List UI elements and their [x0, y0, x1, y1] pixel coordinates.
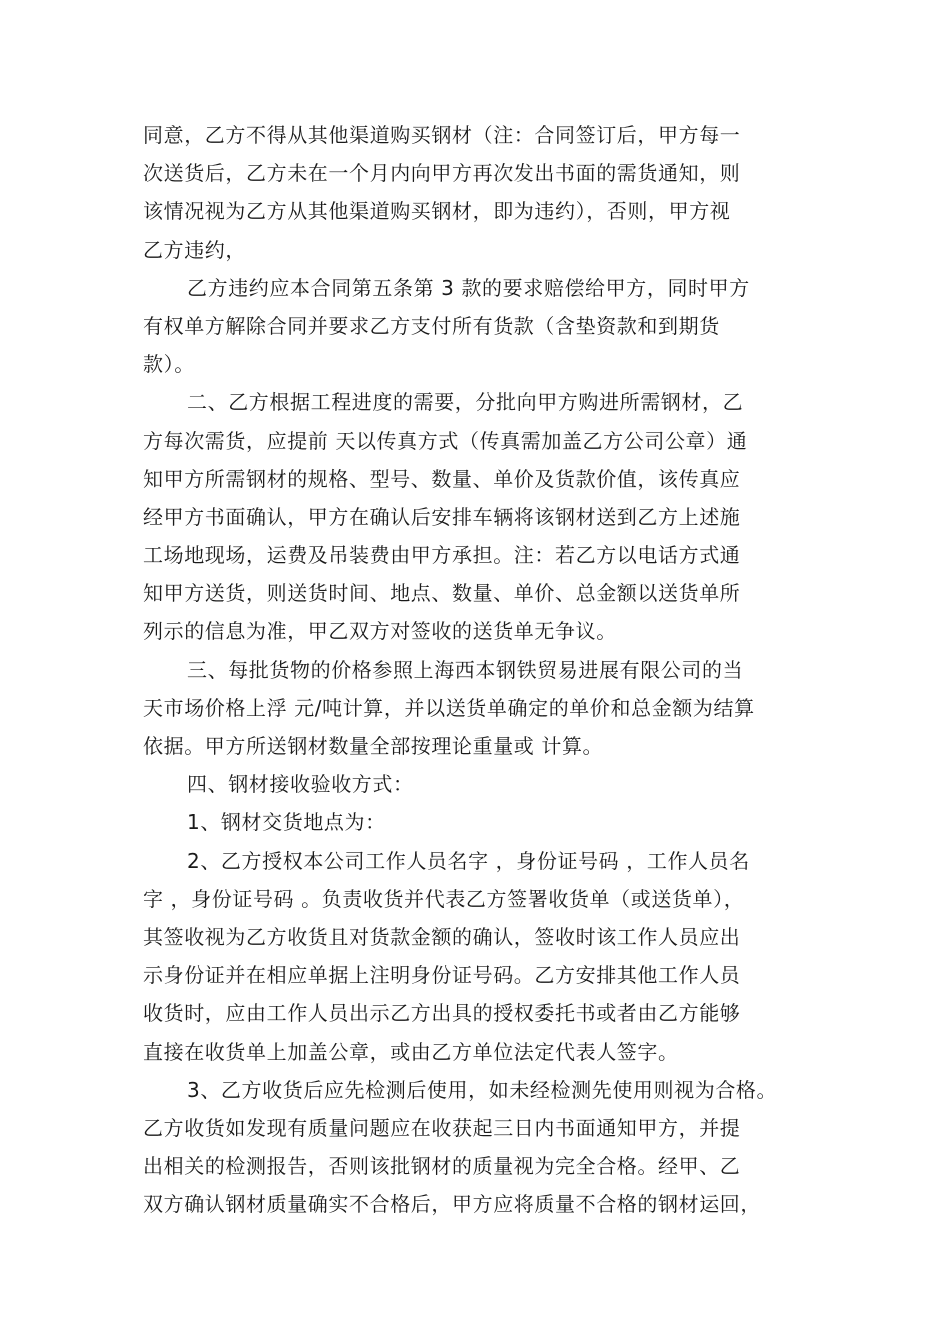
text-line: 二、乙方根据工程进度的需要，分批向甲方购进所需钢材，乙: [187, 390, 744, 415]
text-line: 四、钢材接收验收方式：: [187, 772, 414, 797]
text-line: 知甲方送货，则送货时间、地点、数量、单价、总金额以送货单所: [143, 581, 741, 606]
text-line: 方每次需货，应提前 天以传真方式（传真需加盖乙方公司公章）通: [143, 428, 748, 453]
text-line: 有权单方解除合同并要求乙方支付所有货款（含垫资款和到期货: [143, 313, 720, 338]
text-line: 1、钢材交货地点为：: [187, 810, 386, 835]
text-line: 直接在收货单上加盖公章，或由乙方单位法定代表人签字。: [143, 1039, 679, 1064]
text-line: 同意，乙方不得从其他渠道购买钢材（注：合同签订后，甲方每一: [143, 123, 741, 147]
text-line: 乙方违约，: [143, 237, 246, 262]
text-line: 经甲方书面确认，甲方在确认后安排车辆将该钢材送到乙方上述施: [143, 504, 741, 529]
text-line: 知甲方所需钢材的规格、型号、数量、单价及货款价值，该传真应: [143, 466, 741, 491]
text-line: 其签收视为乙方收货且对货款金额的确认，签收时该工作人员应出: [143, 924, 741, 949]
document-body: [143, 116, 815, 1223]
text-line: 乙方收货如发现有质量问题应在收获起三日内书面通知甲方，并提: [143, 1115, 741, 1140]
text-line: 三、每批货物的价格参照上海西本钢铁贸易进展有限公司的当: [187, 657, 744, 682]
text-line: 该情况视为乙方从其他渠道购买钢材，即为违约），否则，甲方视: [143, 199, 731, 224]
text-line: 列示的信息为准，甲乙双方对签收的送货单无争议。: [143, 619, 617, 644]
text-line: 次送货后，乙方未在一个月内向甲方再次发出书面的需货通知，则: [143, 161, 741, 186]
text-line: 款）。: [143, 352, 195, 377]
text-line: 3、乙方收货后应先检测后使用，如未经检测先使用则视为合格。: [187, 1077, 778, 1102]
text-line: 收货时，应由工作人员出示乙方出具的授权委托书或者由乙方能够: [143, 1001, 741, 1026]
text-line: 乙方违约应本合同第五条第 3 款的要求赔偿给甲方，同时甲方: [187, 275, 750, 300]
text-line: 天市场价格上浮 元/吨计算，并以送货单确定的单价和总金额为结算: [143, 695, 755, 720]
text-line: 2、乙方授权本公司工作人员名字 ，身份证号码 ，工作人员名: [187, 848, 750, 873]
text-line: 示身份证并在相应单据上注明身份证号码。乙方安排其他工作人员: [143, 963, 741, 988]
text-line: 依据。甲方所送钢材数量全部按理论重量或 计算。: [143, 734, 604, 758]
text-line: 工场地现场，运费及吊装费由甲方承担。注：若乙方以电话方式通: [143, 543, 741, 568]
text-line: 出相关的检测报告，否则该批钢材的质量视为完全合格。经甲、乙: [143, 1154, 741, 1179]
text-line: 字 ，身份证号码 。负责收货并代表乙方签署收货单（或送货单），: [143, 886, 745, 911]
text-line: 双方确认钢材质量确实不合格后，甲方应将质量不合格的钢材运回，: [143, 1192, 761, 1217]
